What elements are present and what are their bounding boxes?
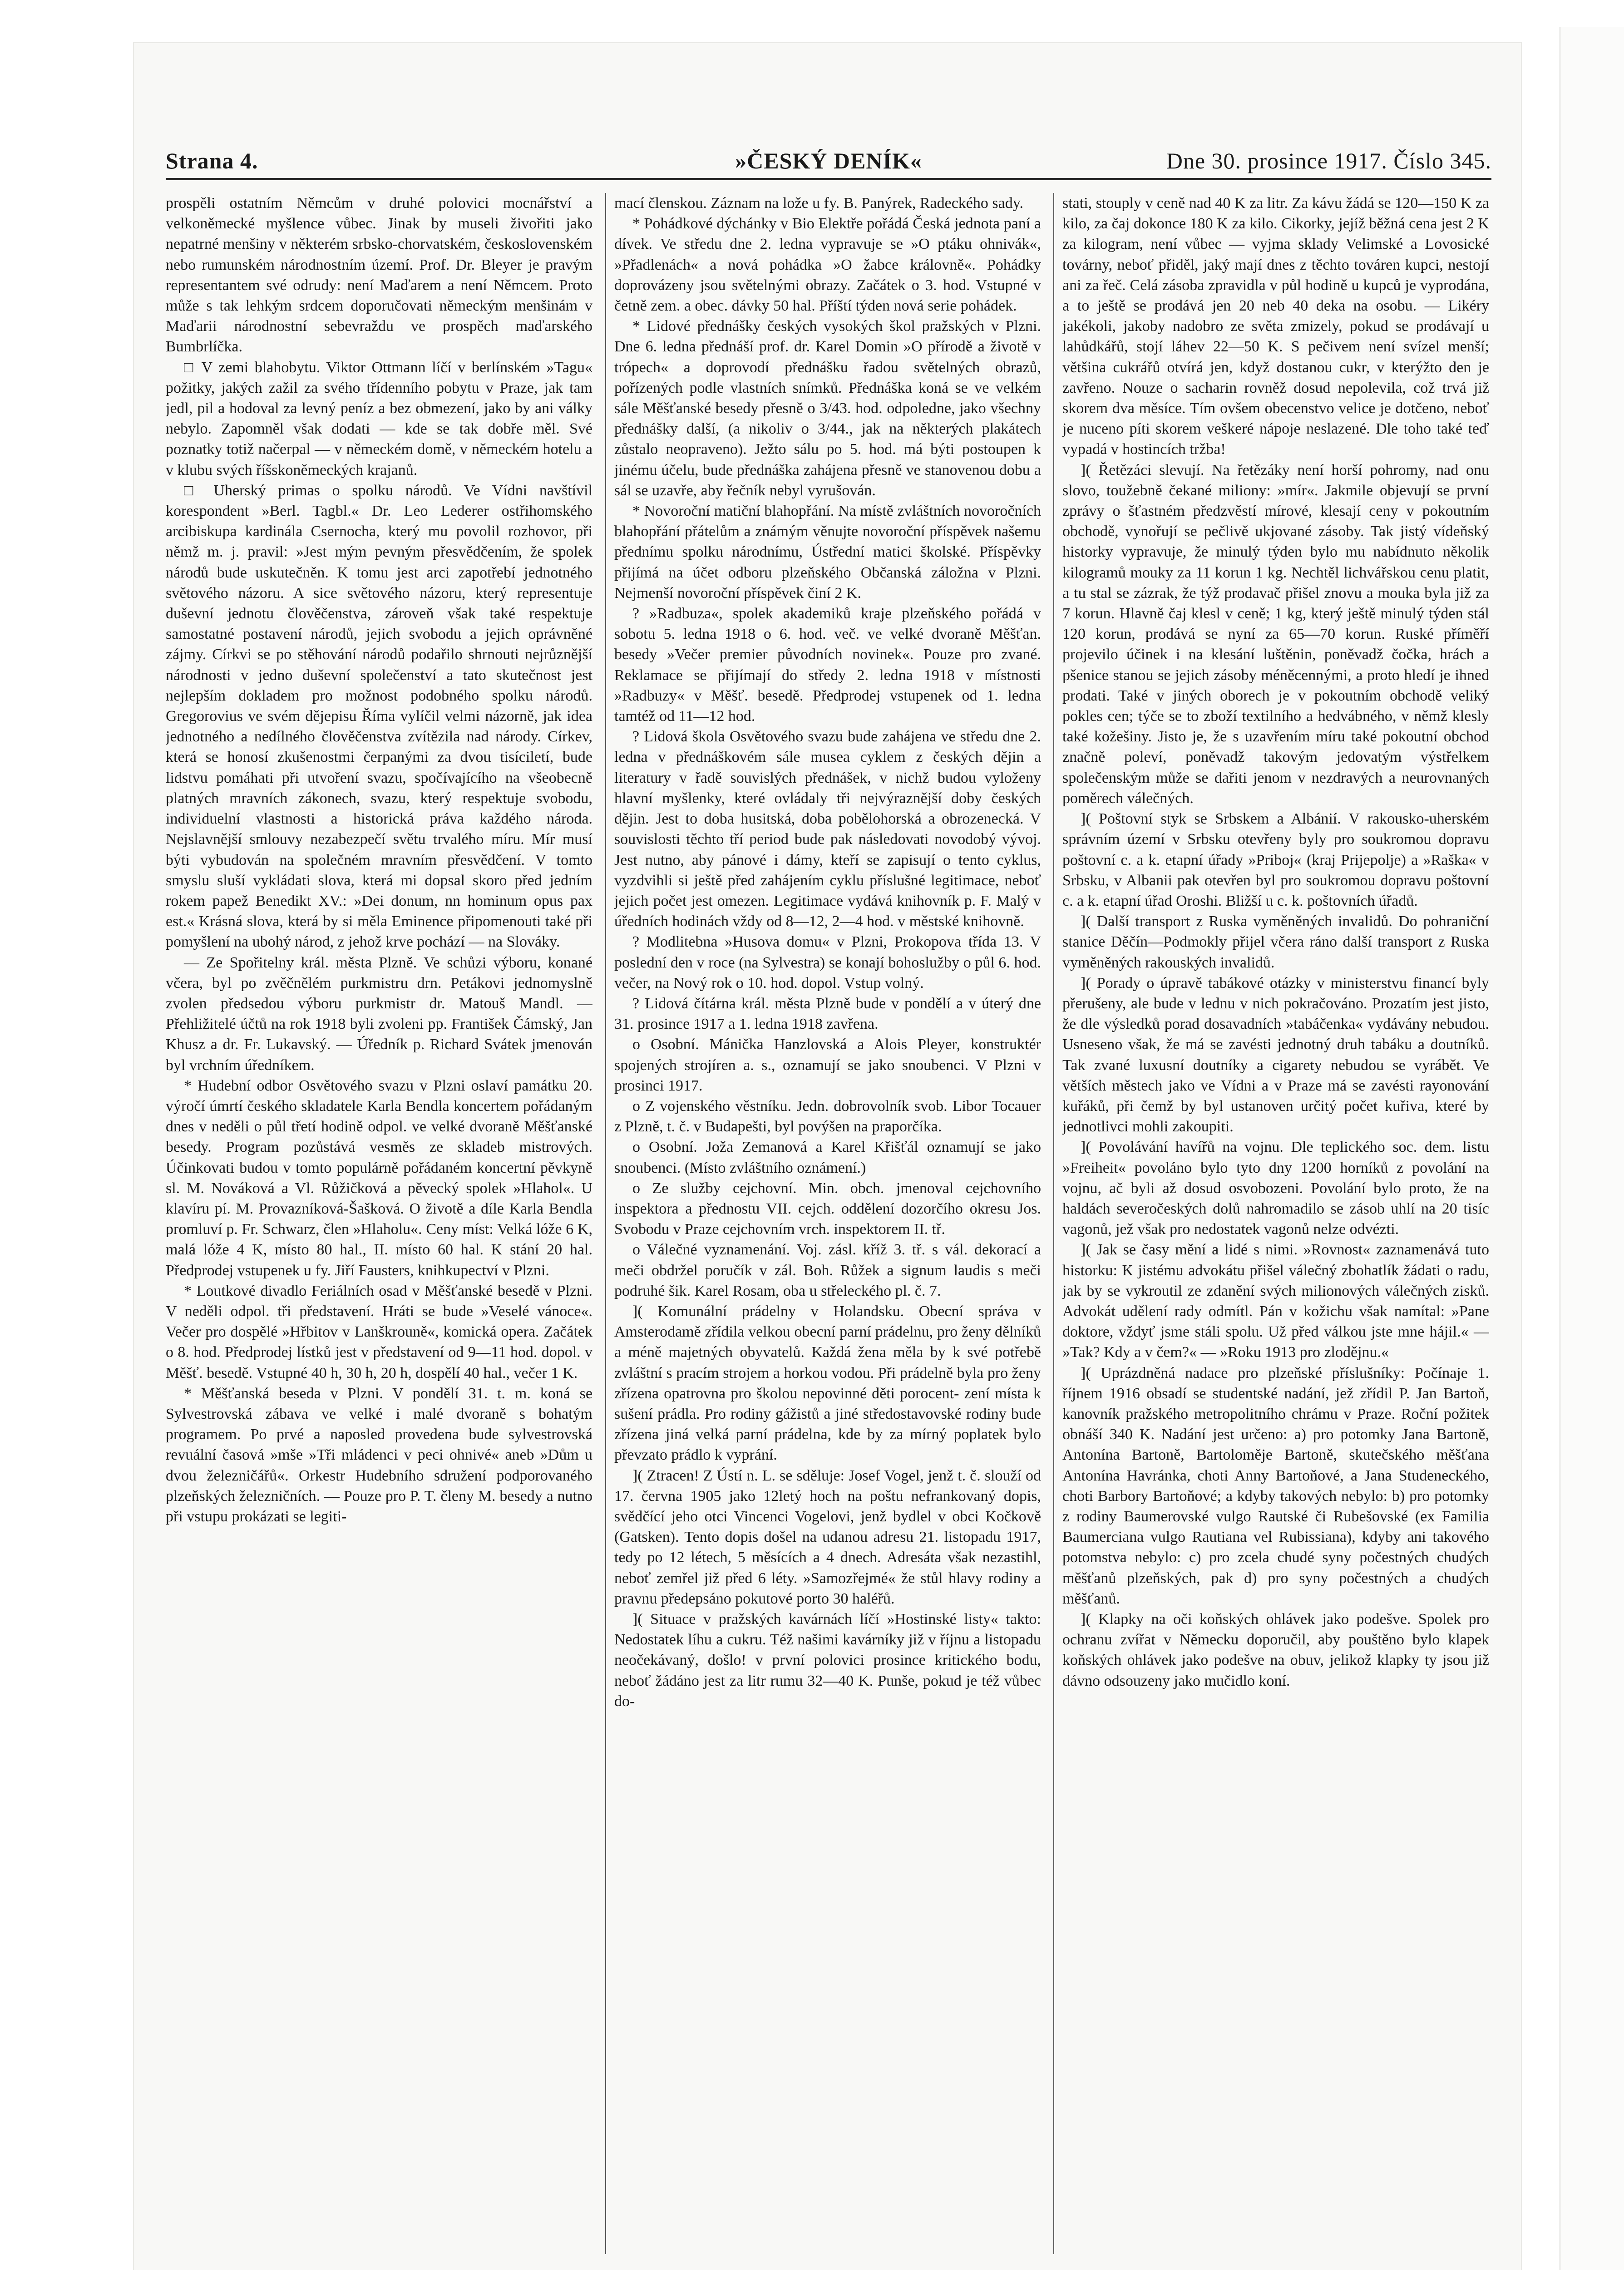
article-paragraph: * Lidové přednášky českých vysokých škol pražských v Plzni. Dne 6. ledna přednáší prof. dr. Karel Domin »O přírodě a životě v trópech« a doprovodí přednášku řadou světelných obrazů, pořízených podle vlastních snímků. Přednáška koná se ve velkém sále Měšťanské besedy přesně o 3/43. hod. odpoledne, jako všechny přednášky další, (a nikoliv o 3/44., jak na některých plakátech zůstalo neopraveno). Ježto sálu po 5. hod. má býti postoupen k jinému účelu, bude přednáška zahájena přesně ve stanovenou dobu a sál se uzavře, aby řečník nebyl vyrušován. (614, 318, 1041, 499)
article-paragraph: o Z vojenského věstníku. Jedn. dobrovolník svob. Libor Tocauer z Plzně, t. č. v Budapešti, byl povýšen na praporčíka. (614, 1097, 1041, 1135)
article-paragraph: prospěli ostatním Němcům v druhé polovici mocnářství a velkoněmecké myšlence vůbec. Jinak by museli živořiti jako nepatrné menšiny v některém srbsko-chorvatském, československém nebo rumunském národnostním území. Prof. Dr. Bleyer je pravým representantem své odrudy: není Maďarem a není Němcem. Proto může s tak lehkým srdcem doporučovati německým menšinám v Maďarii národnostní sebevraždu ve prospěch maďarského Bumbrlíčka. (166, 195, 592, 355)
article-paragraph: — Ze Spořitelny král. města Plzně. Ve schůzi výboru, konané včera, byl po zvěčnělém purkmistru drn. Petákovi jednomyslně zvolen předsedou výboru purkmistr dr. Matouš Mandl. — Přehližitelé účtů na rok 1918 byli zvoleni pp. František Čámský, Jan Khusz a dr. Fr. Lukavský. — Úředník p. Richard Svátek jmenován byl vrchním úředníkem. (166, 954, 592, 1074)
article-paragraph: □ V zemi blahobytu. Viktor Ottmann líčí v berlínském »Tagu« požitky, jakých zažil za svého třídenního pobytu v Praze, jak tam jedl, pil a hodoval za levný peníz a bez obmezení, jako by ani války nebylo. Zapomněl však dodati — kde se tak dobře měl. Své poznatky totiž načerpal — v německém domě, v německém hotelu a v klubu svých říšskoněmeckých krajanů. (166, 359, 592, 479)
article-paragraph: o Ze služby cejchovní. Min. obch. jmenoval cejchovního inspektora a přednostu VII. cejch. oddělení dozorčího okresu Jos. Svobodu v Praze cejchovním vrch. inspektorem II. tř. (614, 1179, 1041, 1238)
article-paragraph: ]( Další transport z Ruska vyměněných invalidů. Do pohraniční stanice Děčín—Podmokly přijel včera ráno další transport z Ruska vyměněných rakouských invalidů. (1062, 913, 1489, 971)
header-rule (166, 178, 1491, 180)
article-paragraph: o Válečné vyznamenání. Voj. zásl. kříž 3. tř. s vál. dekorací a meči obdržel poručík v zál. Boh. Růžek a signum laudis s meči podruhé šik. Karel Rosam, oba u střeleckého pl. č. 7. (614, 1241, 1041, 1299)
article-paragraph: * Loutkové divadlo Feriálních osad v Měšťanské besedě v Plzni. V neděli odpol. tři představení. Hráti se bude »Veselé vánoce«. Večer pro dospělé »Hřbitov v Lanškrouně«, komická opera. Začátek o 8. hod. Předprodej lístků jest v představení od 9—11 hod. dopol. v Měšť. besedě. Vstupné 40 h, 30 h, 20 h, dospělí 40 hal., večer 1 K. (166, 1282, 592, 1382)
column-divider (605, 193, 606, 2254)
article-paragraph: ]( Porady o úpravě tabákové otázky v ministerstvu financí byly přerušeny, ale bude v lednu v nich pokračováno. Prozatím jest jisto, že dle výsledků porad dosavadních »tabáčenka« vydávány nebudou. Usneseno však, že má se zavésti jednotný druh tabáku a doutníků. Tak zvané luxusní doutníky a cigarety nebudou se vyrábět. Ve větších městech jako ve Vídni a v Praze má se zavésti rayonování kuřáků, při čemž by byl ustanoven určitý počet kuřiva, které by jednotlivci mohli zakoupiti. (1062, 974, 1489, 1135)
page-header (166, 148, 1491, 186)
column-1 (166, 193, 592, 2259)
article-paragraph: stati, stouply v ceně nad 40 K za litr. Za kávu žádá se 120—150 K za kilo, za čaj dokonce 180 K za kilo. Cikorky, jejíž běžná cena jest 2 K za kilogram, není vůbec — vyjma sklady Velimské a Lovosické továrny, neboť přiděl, jaký mají dnes z těchto továren kupci, nestojí ani za řeč. Celá zásoba zpravidla v půl hodině u kupců je vyprodána, a to ještě se prodává jen 20 neb 40 deka na osobu. — Likéry jakékoli, jakoby nadobro ze světa zmizely, pokud se prodávají u lahůdkářů, stojí láhev 22—50 K. S pečivem není svízel menší; většina cukrářů otvírá jen, když dostanou cukr, v kterýžto den je zavřeno. Nouze o sacharin rovněž dosud nepolevila, což trvá již skorem dva měsíce. Tím ovšem obecenstvo velice je dotčeno, neboť je nuceno píti skorem veškeré nápoje neslazené. Dle toho také teď vypadá v hostincích tržba! (1062, 195, 1489, 458)
article-paragraph: mací členskou. Záznam na lože u fy. B. Panýrek, Radeckého sady. (614, 195, 1023, 212)
article-paragraph: o Osobní. Mánička Hanzlovská a Alois Pleyer, konstruktér spojených strojíren a. s., oznamují se jako snoubenci. V Plzni v prosinci 1917. (614, 1036, 1041, 1094)
article-paragraph: ]( Povolávání havířů na vojnu. Dle teplického soc. dem. listu »Freiheit« povoláno bylo tyto dny 1200 horníků z povolání na vojnu, ač byli až dosud osvobozeni. Povolání bylo proto, že na haldách severočeských dolů nahromadilo se zásob uhlí na 20 tisíc vagonů, jež však pro nedostatek vagonů nelze odvézti. (1062, 1139, 1489, 1238)
article-paragraph: * Hudební odbor Osvětového svazu v Plzni oslaví památku 20. výročí úmrtí českého skladatele Karla Bendla koncertem pořádaným dnes v neděli o půl třetí hodině odpol. ve velké dvoraně Měšťanské besedy. Program pozůstává vesměs ze skladeb mistrových. Účinkovati budou v tomto populárně pořádaném koncertní pěvkyně sl. M. Nováková a Vl. Růžičková a pěvecký spolek »Hlahol«. U klavíru pí. M. Provazníková-Šašková. O životě a díle Karla Bendla promluví p. Fr. Schwarz, člen »Hlaholu«. Ceny míst: Velká lóže 6 K, malá lóže 4 K, místo 80 hal., II. místo 60 hal. K stání 20 hal. Předprodej vstupenek u fy. Jiří Fausters, knihkupectví v Plzni. (166, 1077, 592, 1279)
article-paragraph: ]( Situace v pražských kavárnách líčí »Hostinské listy« takto: Nedostatek líhu a cukru. Též našimi kavárníky již v říjnu a listopadu neočekávaný, došlo! v první polovici prosince kritického bodu, neboť žádáno jest za litr rumu 32—40 K. Punše, pokud je též vůbec do- (614, 1611, 1041, 1710)
article-paragraph: ? Lidová čítárna král. města Plzně bude v pondělí a v úterý dne 31. prosince 1917 a 1. ledna 1918 zavřena. (614, 995, 1041, 1033)
article-paragraph: ]( Jak se časy mění a lidé s nimi. »Rovnost« zaznamenává tuto historku: K jistému advokátu přišel válečný zbohatlík žádati o radu, jak by se vykroutil ze zdanění svých milionových válečných zisků. Advokát udělení rady odmítl. Pán v kožichu však namítal: »Pane doktore, vždyť jsme stáli spolu. Už před válkou jste mne hájil.« — »Tak? Kdy a v čem?« — »Roku 1913 pro zlodějnu.« (1062, 1241, 1489, 1361)
article-paragraph: ? Modlitebna »Husova domu« v Plzni, Prokopova třída 13. V poslední den v roce (na Sylvestra) se konají bohoslužby o půl 6. hod. večer, na Nový rok o 10. hod. dopol. Vstup volný. (614, 933, 1041, 992)
article-paragraph: ]( Ztracen! Z Ústí n. L. se sděluje: Josef Vogel, jenž t. č. slouží od 17. června 1905 jako 12letý hoch na poštu nefrankovaný dopis, svědčící jeho otci Vincenci Vogelovi, jenž bydlel v obci Kočkově (Gatsken). Tento dopis došel na udanou adresu 21. listopadu 1917, tedy po 12 létech, 5 měsících a 4 dnech. Adresáta však nezastihl, neboť zemřel již před 6 léty. »Samozřejmé« že stůl hlavy rodiny a pravnu předepsáno pokutové porto 30 haléřů. (614, 1467, 1041, 1607)
column-3 (1062, 193, 1489, 2259)
adjacent-page-edge (1560, 27, 1624, 2270)
article-paragraph: ]( Uprázdněná nadace pro plzeňské příslušníky: Počínaje 1. říjnem 1916 obsadí se studentské nadání, jež zřídil P. Jan Bartoň, kanovník pražského metropolitního chrámu v Praze. Roční požitek obnáší 340 K. Nadání jest určeno: a) pro potomky Jana Bartoně, Antonína Bartoně, Bartoloměje Bartoně, skutečského měšťana Antonína Havránka, choti Anny Bartoňové, a Jana Studeneckého, choti Barbory Bartoňové; a kdyby takových nebylo: b) pro potomky z rodiny Baumerovské vulgo Rautské či Rubešovské (ex Familia Baumerciana vulgo Rautiana vel Rubissiana), kdyby ani takového potomstva nebylo: c) pro zcela chudé syny počestných chudých měšťanů plzeňských, pak d) pro syny počestných a chudých měšťanů. (1062, 1364, 1489, 1607)
article-paragraph: o Osobní. Joža Zemanová a Karel Křišťál oznamují se jako snoubenci. (Místo zvláštního oznámení.) (614, 1139, 1041, 1176)
article-paragraph: ]( Klapky na oči koňských ohlávek jako podešve. Spolek pro ochranu zvířat v Německu doporučil, aby pouštěno bylo klapek koňských ohlávek jako podešve na obuv, jelikož klapky ty jsou již dávno odsouzeny jako mučidlo koní. (1062, 1611, 1489, 1689)
page-number: Strana 4. (166, 148, 258, 173)
article-paragraph: ? »Radbuza«, spolek akademiků kraje plzeňského pořádá v sobotu 5. ledna 1918 o 6. hod. več. ve velké dvoraně Měšťan. besedy »Večer premier původních novinek«. Pouze pro zvané. Reklamace se přijímají do středy 2. ledna 1918 v místnosti »Radbuzy« v Měšť. besedě. Předprodej vstupenek od 1. ledna tamtéž od 11—12 hod. (614, 605, 1041, 725)
issue-date: Dne 30. prosince 1917. Číslo 345. (1166, 148, 1491, 173)
column-2 (614, 193, 1041, 2259)
article-paragraph: ]( Řetězáci slevují. Na řetězáky není horší pohromy, nad onu slovo, toužebně čekané miliony: »mír«. Jakmile objevují se první zprávy o šťastném předzvěstí mírové, klesají ceny v pokoutním obchodě, vynořují se pečlivě ukjované zásoby. Tak jistý vídeňský historky vypravuje, že minulý týden bylo mu nabídnuto několik kilogramů mouky za 11 korun 1 kg. Nechtěl lichvářskou cenu platit, a tu stal se zázrak, že týž prodavač přišel znovu a mouka byla již za 7 korun. Hlavně čaj klesl v ceně; 1 kg, který ještě minulý týden stál 120 korun, prodává se nyní za 65—70 korun. Ruské příměří projevilo účinek i na klesání luštěnin, poněvadž čočka, hrách a pšenice stanou se jejich zásoby méněcennými, a proto hledí je ihned prodati. Také v jiných oborech je v pokoutním obchodě veliký pokles cen; týče se to zboží textilního a hedvábného, v němž klesly také kožešiny. Jisto je, že s uzavřením míru také pokoutní obchod značně poleví, poněvadž takovým jedovatým výstřelkem společenským může se dařiti jenom v nezdravých a neurovnaných poměrech válečných. (1062, 461, 1489, 807)
masthead: »ČESKÝ DENÍK« (735, 148, 922, 173)
article-paragraph: * Pohádkové dýchánky v Bio Elektře pořádá Česká jednota paní a dívek. Ve středu dne 2. ledna vypravuje se »O ptáku ohnivák«, »Přadlenách« a nová pohádka »O žabce královně«. Pohádky doprovázeny jsou světelnými obrazy. Začátek o 3. hod. Vstupné v četně zem. a obec. dávky 50 hal. Příští týden nová serie pohádek. (614, 215, 1041, 315)
article-paragraph: ]( Poštovní styk se Srbskem a Albánií. V rakousko-uherském správním území v Srbsku otevřeny byly pro soukromou dopravu poštovní c. a k. etapní úřady »Priboj« (kraj Prijepolje) a »Raška« v Srbsku, v Albanii pak otevřen byl pro soukromou dopravu poštovní c. a k. etapní úřad Oroshi. Bližší u c. k. poštovních úřadů. (1062, 810, 1489, 909)
article-paragraph: ? Lidová škola Osvětového svazu bude zahájena ve středu dne 2. ledna v přednáškovém sále musea cyklem z českých dějin a literatury v řadě souvislých přednášek, v nichž budou vyloženy hlavní myšlenky, které ovládaly tři nejvýraznější doby českých dějin. Jest to doba husitská, doba pobělohorská a obrozenecká. V souvislosti těchto tří period bude pak následovati novodobý vývoj. Jest nutno, aby pánové i dámy, kteří se zapisují o tento cyklus, vyzdvihli si ještě před zahájením cyklu příslušné legitimace, neboť jejich počet jest omezen. Legitimace vydává knihovník p. F. Malý v úředních hodinách vždy od 8—12, 2—4 hod. v městské knihovně. (614, 728, 1041, 930)
article-paragraph: * Novoroční matiční blahopřání. Na místě zvláštních novoročních blahopřání přátelům a známým věnujte novoroční příspěvek našemu přednímu spolku národnímu, Ústřední matici školské. Příspěvky přijímá na účet odboru plzeňského Občanská záložna v Plzni. Nejmenší novoroční příspěvek činí 2 K. (614, 503, 1041, 602)
article-paragraph: □ Uherský primas o spolku národů. Ve Vídni navštívil korespondent »Berl. Tagbl.« Dr. Leo Lederer ostřihomského arcibiskupa kardinála Csernocha, který mu povolil rozhovor, při němž m. j. pravil: »Jest mým pevným přesvědčením, že spolek národů bude uskutečněn. K tomu jest arci zapotřebí jednotného světového názoru. A sice světového názoru, který representuje duševní jednotu člověčenstva, zároveň však také respektuje samostatné postavení národů, jejich svobodu a jejich oprávněné zájmy. Církvi se po stěhování národů podařilo shrnouti nejrůznější národnosti v jedno duševní společenství a tato skutečnost jest nejlepším dokladem pro možnost podobného spolku národů. Gregorovius ve svém dějepisu Říma vylíčil velmi názorně, jak idea jednotného a nedílného člověčenstva zvítězila nad národy. Církev, která se honosí zkušenostmi čerpanými za dvou tisíciletí, bude lidstvu pomáhati při utvoření svazu, spočívajícího na všeobecně platných mravních zákonech, svazu, který respektuje svobodu, individuelní vlastnosti a historická práva každého národa. Nejslavnější smlouvy nezabezpečí světu trvalého míru. Mír musí býti vybudován na společném mravním přesvědčení. V tomto smyslu sluší vykládati slova, která mi dopsal skoro před jedním rokem papež Benedikt XV.: »Dei donum, nn hominum opus pax est.« Krásná slova, která by si měla Eminence připomenouti také při pomyšlení na ubohý národ, z jehož krve pochází — na Slováky. (166, 482, 592, 951)
article-paragraph: * Měšťanská beseda v Plzni. V pondělí 31. t. m. koná se Sylvestrovská zábava ve velké i malé dvoraně s bohatým programem. Po prvé a naposled provedena bude sylvestrovská revuální časová »mše »Tři mládenci v peci ohnivé« aneb »Dům u dvou železničářů«. Orkestr Hudebního sdružení podporovaného plzeňských železničních. — Pouze pro P. T. členy M. besedy a nutno při vstupu prokázati se legiti- (166, 1385, 592, 1525)
column-divider (1053, 193, 1054, 2254)
article-paragraph: ]( Komunální prádelny v Holandsku. Obecní správa v Amsterodamě zřídila velkou obecní parní prádelnu, pro ženy dělníků a méně majetných obyvatelů. Každá žena měla by k své potřebě zvláštní s pracím strojem a horkou vodou. Při prádelně byla pro ženy zřízena opatrovna pro školou nepovinné děti porocent- zení místa k sušení prádla. Pro rodiny gážistů a jiné středostavovské rodiny bude zřízena jiná velká parní prádelna, kde by za mírný poplatek bylo převzato prádlo k vyprání. (614, 1303, 1041, 1464)
